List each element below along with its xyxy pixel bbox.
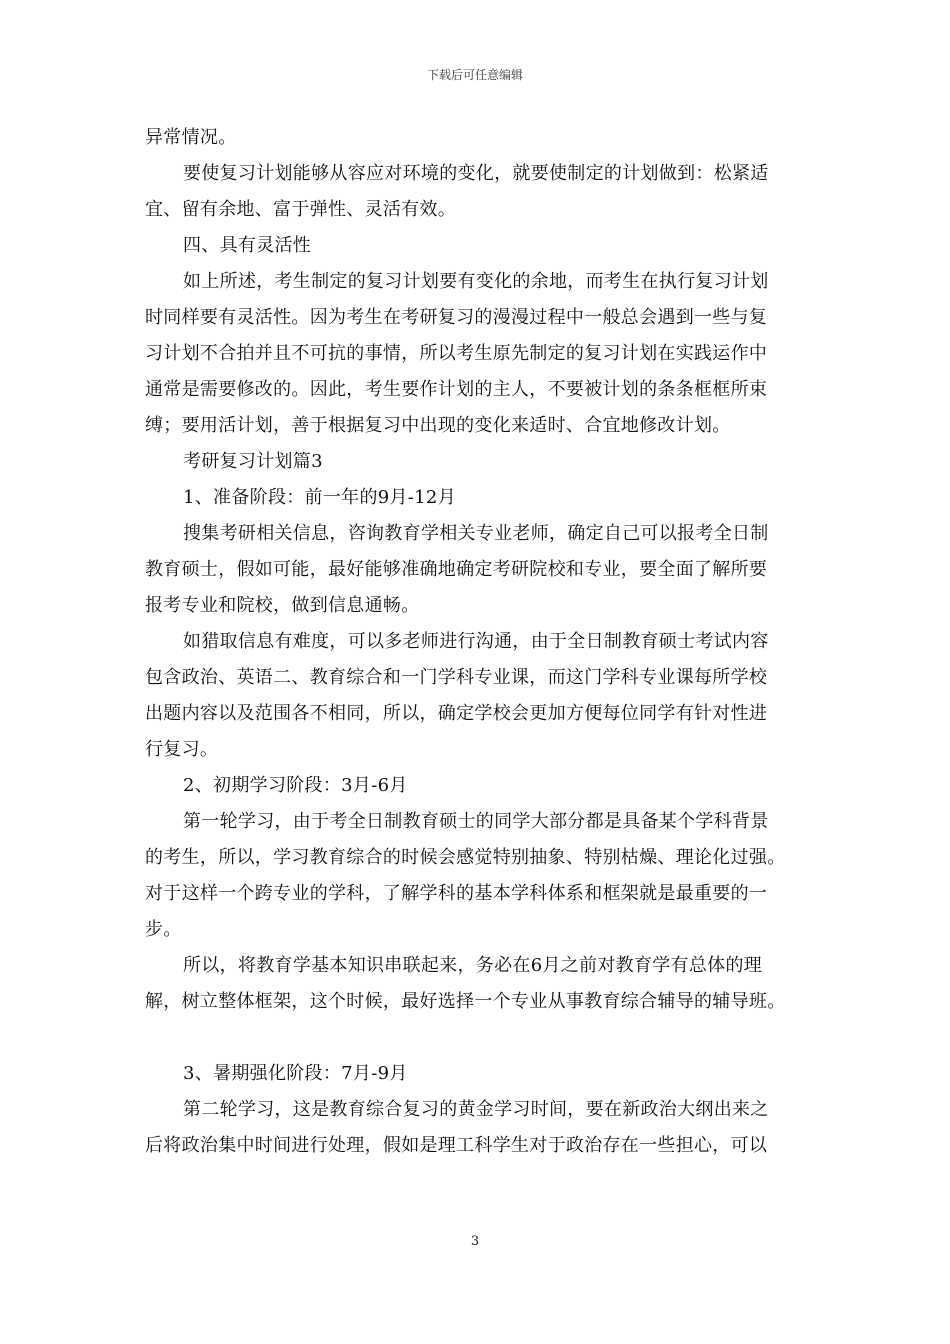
text-line: 时同样要有灵活性。因为考生在考研复习的漫漫过程中一般总会遇到一些与复 — [145, 307, 768, 328]
text-line: 的考生，所以，学习教育综合的时候会感觉特别抽象、特别枯燥、理论化过强。 — [145, 847, 786, 868]
text-line: 包含政治、英语二、教育综合和一门学科专业课，而这门学科专业课每所学校 — [145, 667, 768, 688]
text-line: 对于这样一个跨专业的学科，了解学科的基本学科体系和框架就是最重要的一 — [145, 883, 768, 904]
text-line: 步。 — [145, 919, 182, 940]
text-line: 解，树立整体框架，这个时候，最好选择一个专业从事教育综合辅导的辅导班。 — [145, 991, 786, 1012]
text-line: 宜、留有余地、富于弹性、灵活有效。 — [145, 199, 457, 220]
text-line: 通常是需要修改的。因此，考生要作计划的主人，不要被计划的条条框框所束 — [145, 379, 768, 400]
text-line: 缚；要用活计划，善于根据复习中出现的变化来适时、合宜地修改计划。 — [145, 415, 731, 436]
text-line: 第一轮学习，由于考全日制教育硕士的同学大部分都是具备某个学科背景 — [183, 811, 769, 832]
section-heading: 2、初期学习阶段：3月-6月 — [183, 775, 408, 796]
document-body — [145, 120, 815, 1164]
text-line: 行复习。 — [145, 739, 219, 760]
page-number: 3 — [470, 1234, 480, 1249]
text-line: 如猎取信息有难度，可以多老师进行沟通，由于全日制教育硕士考试内容 — [183, 631, 769, 652]
section-heading: 3、暑期强化阶段：7月-9月 — [183, 1063, 408, 1084]
text-line: 异常情况。 — [145, 127, 237, 148]
page-header-note: 下载后可任意编辑 — [426, 68, 523, 82]
text-line: 报考专业和院校，做到信息通畅。 — [145, 595, 420, 616]
text-line: 习计划不合拍并且不可抗的事情，所以考生原先制定的复习计划在实践运作中 — [145, 343, 768, 364]
text-line: 要使复习计划能够从容应对环境的变化，就要使制定的计划做到：松紧适 — [183, 163, 769, 184]
section-heading: 1、准备阶段：前一年的9月-12月 — [183, 487, 456, 508]
text-line: 教育硕士，假如可能，最好能够准确地确定考研院校和专业，要全面了解所要 — [145, 559, 768, 580]
text-line: 后将政治集中时间进行处理，假如是理工科学生对于政治存在一些担心，可以 — [145, 1135, 768, 1156]
blank-line — [145, 1020, 815, 1056]
text-line: 如上所述，考生制定的复习计划要有变化的余地，而考生在执行复习计划 — [183, 271, 769, 292]
text-line: 搜集考研相关信息，咨询教育学相关专业老师，确定自己可以报考全日制 — [183, 523, 769, 544]
section-heading: 四、具有灵活性 — [183, 235, 312, 256]
text-line: 出题内容以及范围各不相同，所以，确定学校会更加方便每位同学有针对性进 — [145, 703, 768, 724]
section-heading: 考研复习计划篇3 — [183, 451, 323, 472]
text-line: 所以，将教育学基本知识串联起来，务必在6月之前对教育学有总体的理 — [183, 955, 763, 976]
text-line: 第二轮学习，这是教育综合复习的黄金学习时间，要在新政治大纲出来之 — [183, 1099, 769, 1120]
